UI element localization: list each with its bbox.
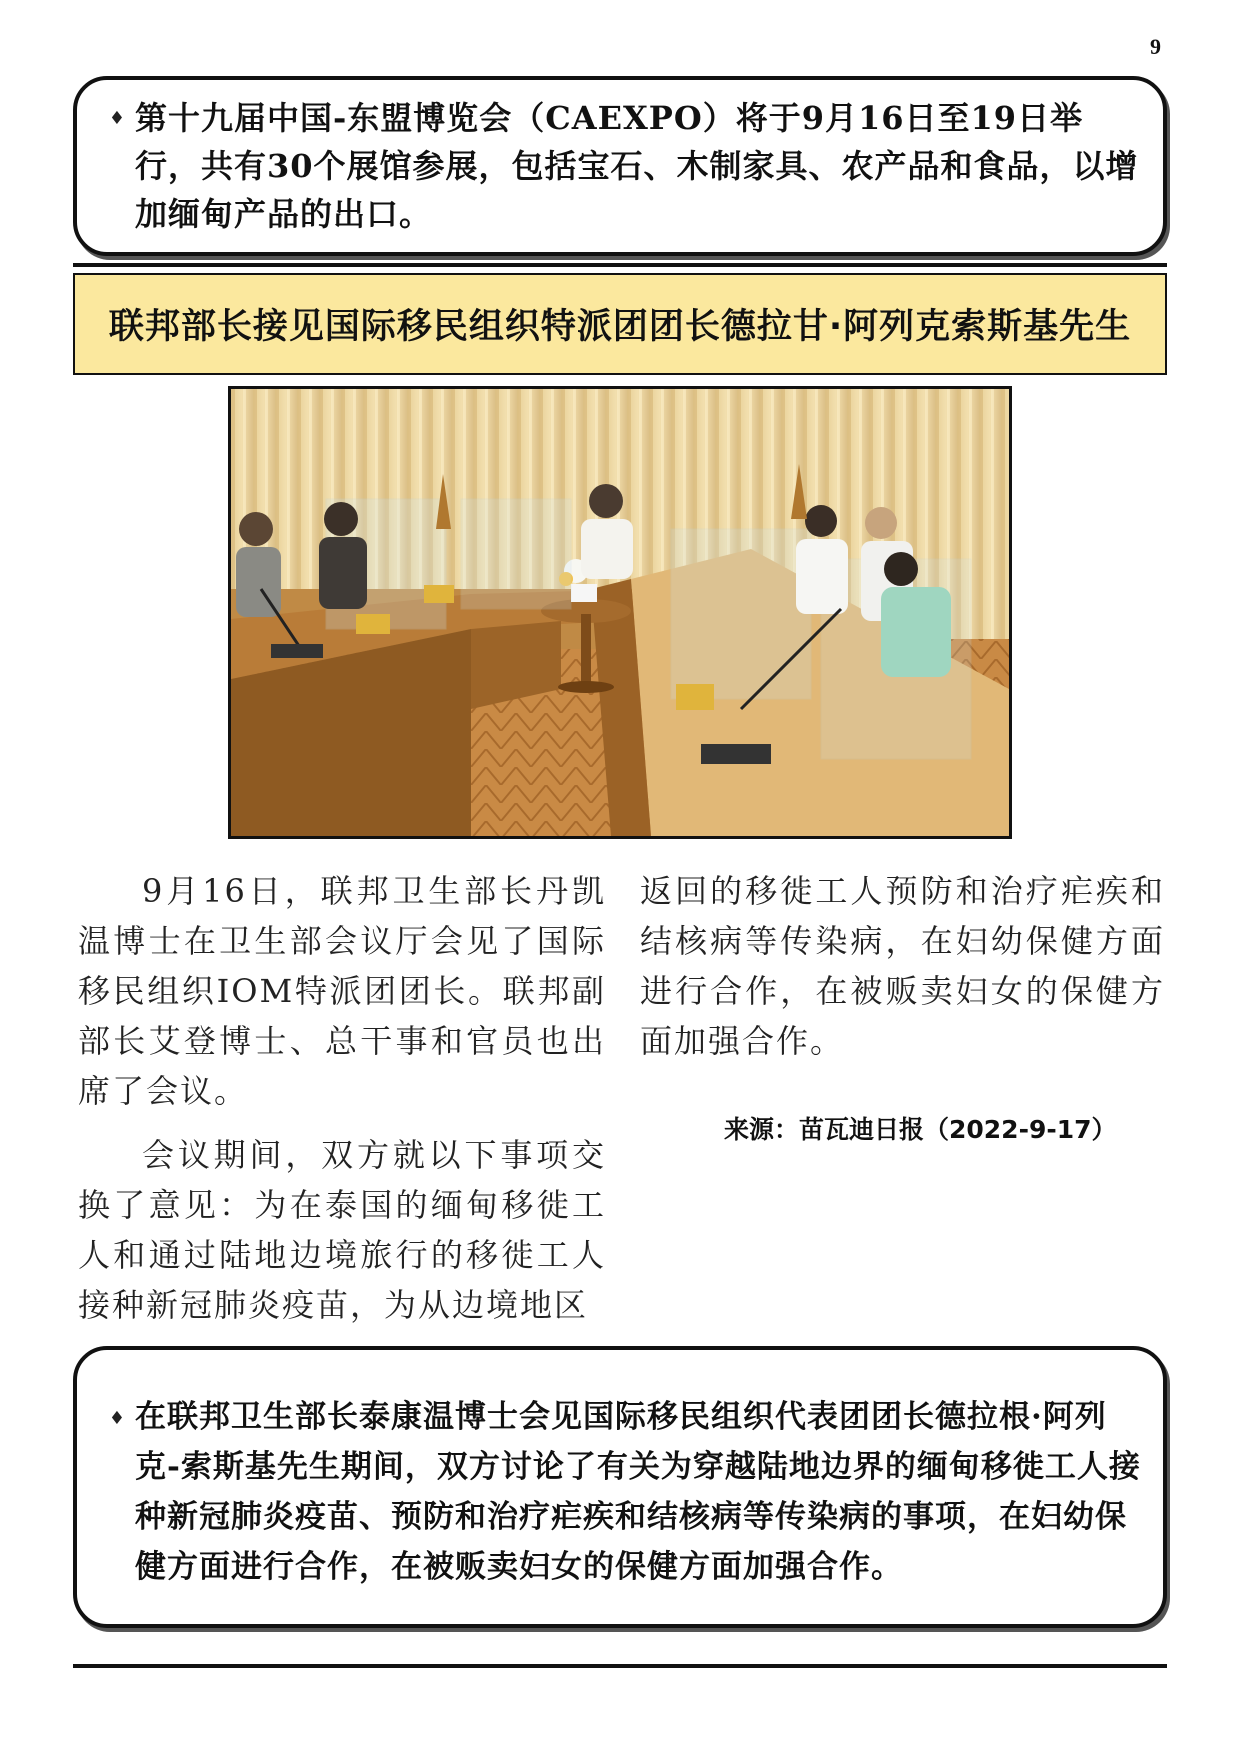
article-headline: 联邦部长接见国际移民组织特派团团长德拉甘·阿列克索斯基先生 xyxy=(108,307,1132,347)
article-paragraph: 返回的移徙工人预防和治疗疟疾和结核病等传染病，在妇幼保健方面进行合作，在被贩卖妇女的保健方面加强合作。 xyxy=(640,872,1165,1060)
page-number: 9 xyxy=(1150,34,1161,59)
headline-banner xyxy=(73,273,1167,375)
bottom-note-text: 在联邦卫生部长泰康温博士会见国际移民组织代表团团长德拉根·阿列克-索斯基先生期间，双方讨论了有关为穿越陆地边界的缅甸移徙工人接种新冠肺炎疫苗、预防和治疗疟疾和结核病等传染病的事项，在妇幼保健方面进行合作，在被贩卖妇女的保健方面加强合作。 xyxy=(135,1399,1141,1585)
footer-divider xyxy=(73,1664,1167,1668)
top-note-text: 第十九届中国-东盟博览会（CAEXPO）将于9月16日至19日举行，共有30个展馆参展，包括宝石、木制家具、农产品和食品，以增加缅甸产品的出口。 xyxy=(135,99,1139,233)
diamond-bullet-icon: ♦ xyxy=(108,1408,126,1429)
article-paragraph: 9月16日，联邦卫生部长丹凯温博士在卫生部会议厅会见了国际移民组织IOM特派团团长。联邦副部长艾登博士、总干事和官员也出席了会议。 xyxy=(78,872,606,1110)
meeting-photo xyxy=(228,386,1012,839)
article-right-column xyxy=(640,866,1165,1066)
article-left-column xyxy=(78,866,606,1330)
bottom-note-item xyxy=(77,1350,1163,1592)
article-source: 来源：苗瓦迪日报（2022-9-17） xyxy=(724,1115,1117,1144)
top-note-item xyxy=(77,80,1163,238)
top-note-box xyxy=(73,76,1167,256)
bottom-note-box xyxy=(73,1346,1167,1628)
article-paragraph: 会议期间，双方就以下事项交换了意见：为在泰国的缅甸移徙工人和通过陆地边境旅行的移徙工人接种新冠肺炎疫苗，为从边境地区 xyxy=(78,1136,606,1324)
section-divider xyxy=(73,263,1167,267)
diamond-bullet-icon: ♦ xyxy=(108,108,126,129)
